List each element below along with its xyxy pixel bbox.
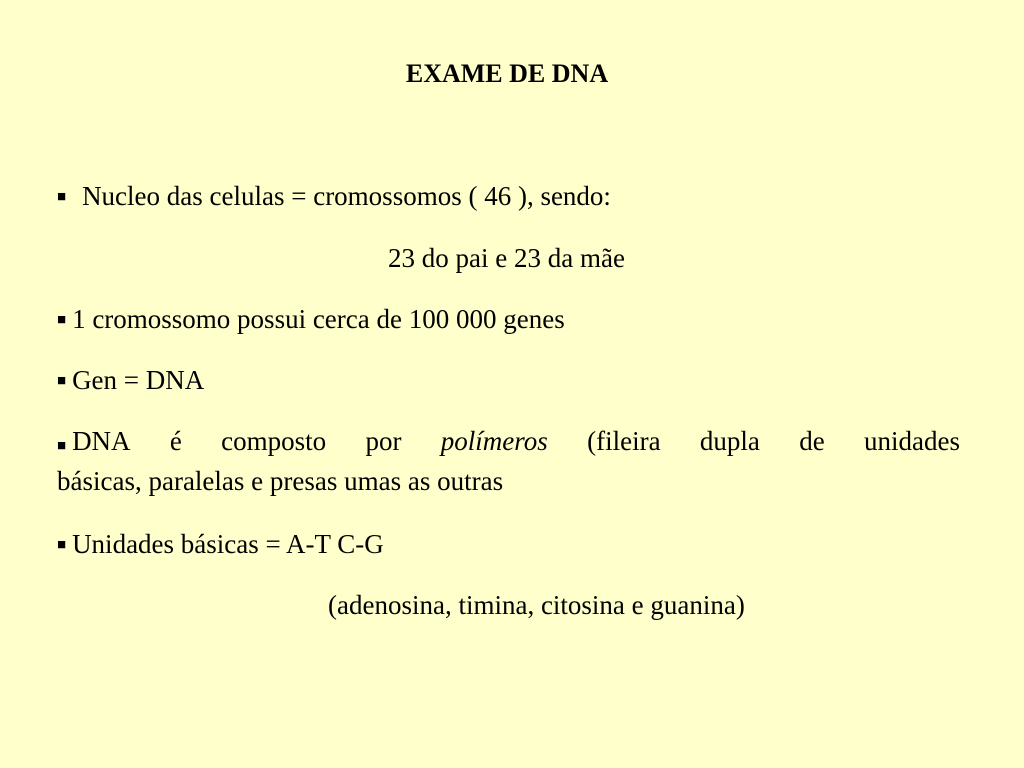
word: é (169, 426, 182, 456)
word: dupla (699, 426, 760, 456)
bullet-item-dna-composto (57, 423, 960, 464)
square-bullet-icon: ■ (57, 189, 67, 205)
square-bullet-icon: ■ (57, 537, 67, 553)
sub-line-pai-mae: 23 do pai e 23 da mãe (388, 243, 625, 273)
bullet-item-cromossomo (57, 301, 565, 338)
word: DNA (72, 426, 131, 456)
slide-title: EXAME DE DNA (405, 59, 609, 88)
word: de (799, 426, 825, 456)
bullet-first-word (57, 423, 131, 464)
bullet-text: Nucleo das celulas = cromossomos ( 46 ), sendo: (82, 181, 611, 211)
bullet-continuation: básicas, paralelas e presas umas as outras (57, 466, 504, 496)
bullet-item-gen (57, 362, 204, 399)
word: (fileira (587, 426, 661, 456)
bullet-text: 1 cromossomo possui cerca de 100 000 genes (72, 304, 565, 334)
word: unidades (863, 426, 960, 456)
bullet-text: Gen = DNA (72, 365, 205, 395)
square-bullet-icon: ■ (57, 373, 67, 389)
word-italic-polimeros: polímeros (440, 426, 548, 456)
sub-line-bases: (adenosina, timina, citosina e guanina) (328, 590, 745, 620)
square-bullet-icon: ■ (57, 438, 67, 454)
word: por (365, 426, 402, 456)
word: composto (221, 426, 327, 456)
bullet-text: Unidades básicas = A-T C-G (72, 529, 384, 559)
bullet-item-nucleo (57, 178, 611, 215)
bullet-item-unidades (57, 526, 384, 563)
square-bullet-icon: ■ (57, 312, 67, 328)
